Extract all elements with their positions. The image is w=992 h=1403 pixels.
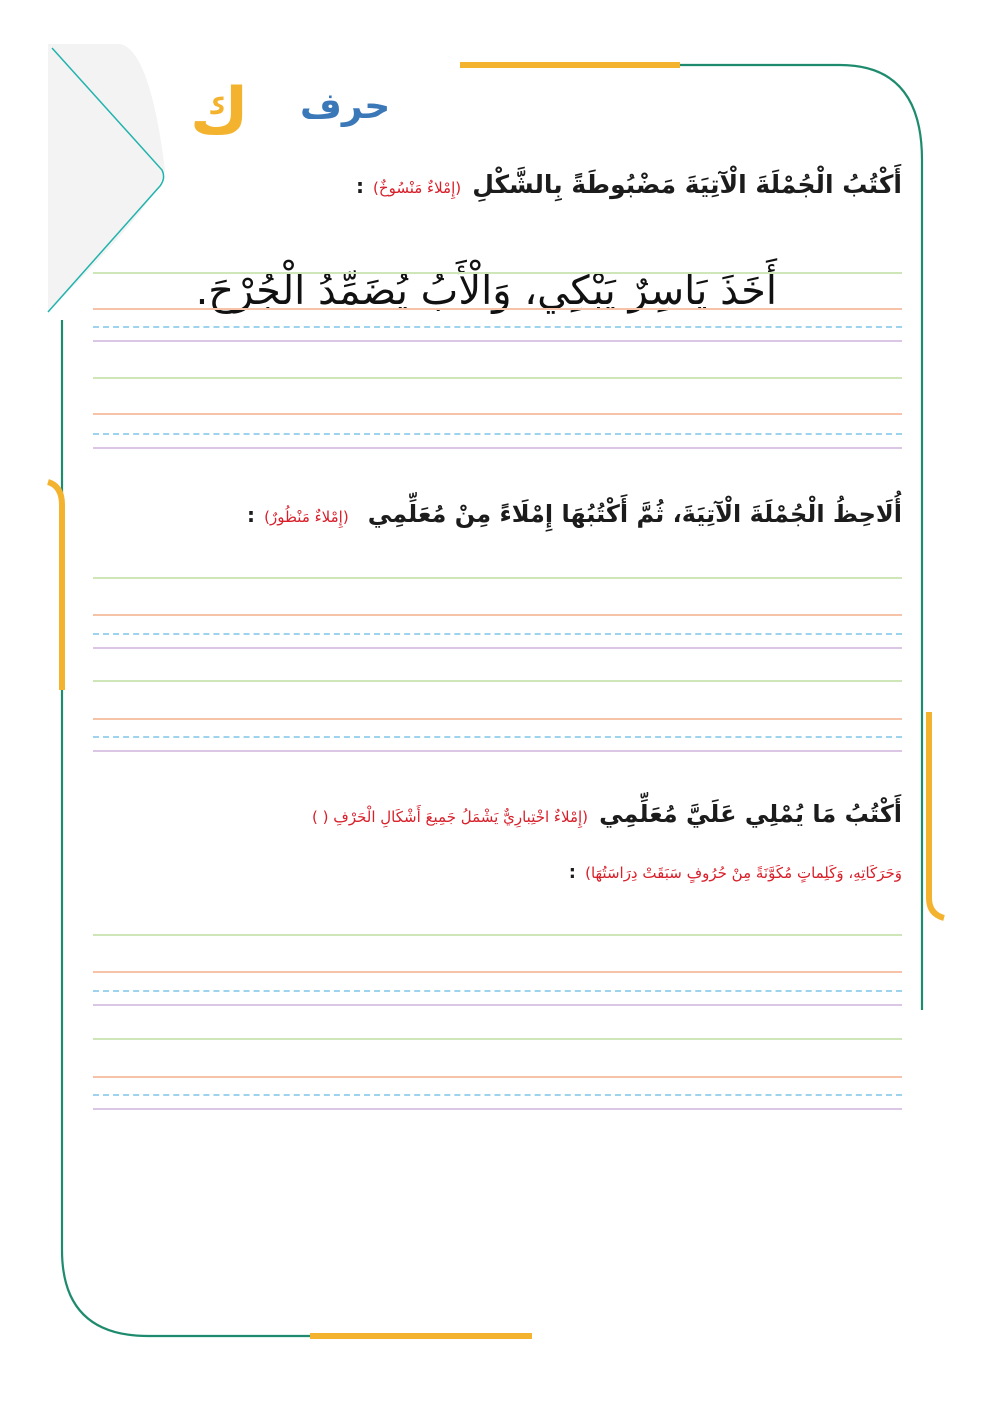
section1-colon: : <box>355 174 364 198</box>
section3-colon: : <box>568 862 576 883</box>
section3-tag-line1: (إِمْلاءٌ اخْتِبارِيٌّ يَشْمَلُ جَمِيعَ أَشْكَالِ الْحَرْفِ ( ) <box>312 808 588 826</box>
writing-lines-3a <box>93 934 902 1006</box>
section3-tag-line2: وَحَرَكَاتِهِ، وَكَلِماتٍ مُكَوَّنَةً مِنْ حُرُوفٍ سَبَقَتْ دِرَاسَتُهَا) <box>585 864 902 882</box>
section1-instruction: أَكْتُبُ الْجُمْلَةَ الْآتِيَةَ مَضْبُوطَةً بِالشَّكْلِ <box>472 170 902 199</box>
section3-instruction-row <box>312 800 902 828</box>
right-yellow-bracket <box>929 712 944 918</box>
section3-line2-row <box>569 862 902 883</box>
section1-tag: (إِمْلاءٌ مَنْسُوخٌ) <box>373 179 462 197</box>
section1-sentence: أَخَذَ يَاسِرٌ يَبْكِي، وَالْأَبُ يُضَمِّدُ الْجُرْحَ. <box>195 268 777 314</box>
letter-kaf: ك <box>190 75 249 149</box>
section2-colon: : <box>247 503 256 527</box>
section1-instruction-row <box>356 170 902 199</box>
writing-lines-1a <box>93 272 902 342</box>
writing-lines-2b <box>93 680 902 752</box>
section2-instruction-row <box>247 500 902 528</box>
section3-instruction: أَكْتُبُ مَا يُمْلِي عَلَيَّ مُعَلِّمِي <box>599 800 902 828</box>
section2-instruction: أُلَاحِظُ الْجُمْلَةَ الْآتِيَةَ، ثُمَّ أَكْتُبُهَا إِمْلَاءً مِنْ مُعَلِّمِي <box>367 500 902 528</box>
section2-tag: (إِمْلاءٌ مَنْظُورٌ) <box>264 508 349 526</box>
writing-lines-3b <box>93 1038 902 1110</box>
writing-lines-2a <box>93 577 902 649</box>
writing-lines-1b <box>93 377 902 447</box>
frame-border-left <box>62 320 320 1336</box>
left-yellow-bracket <box>48 482 62 690</box>
header-word: حرف <box>300 86 391 127</box>
